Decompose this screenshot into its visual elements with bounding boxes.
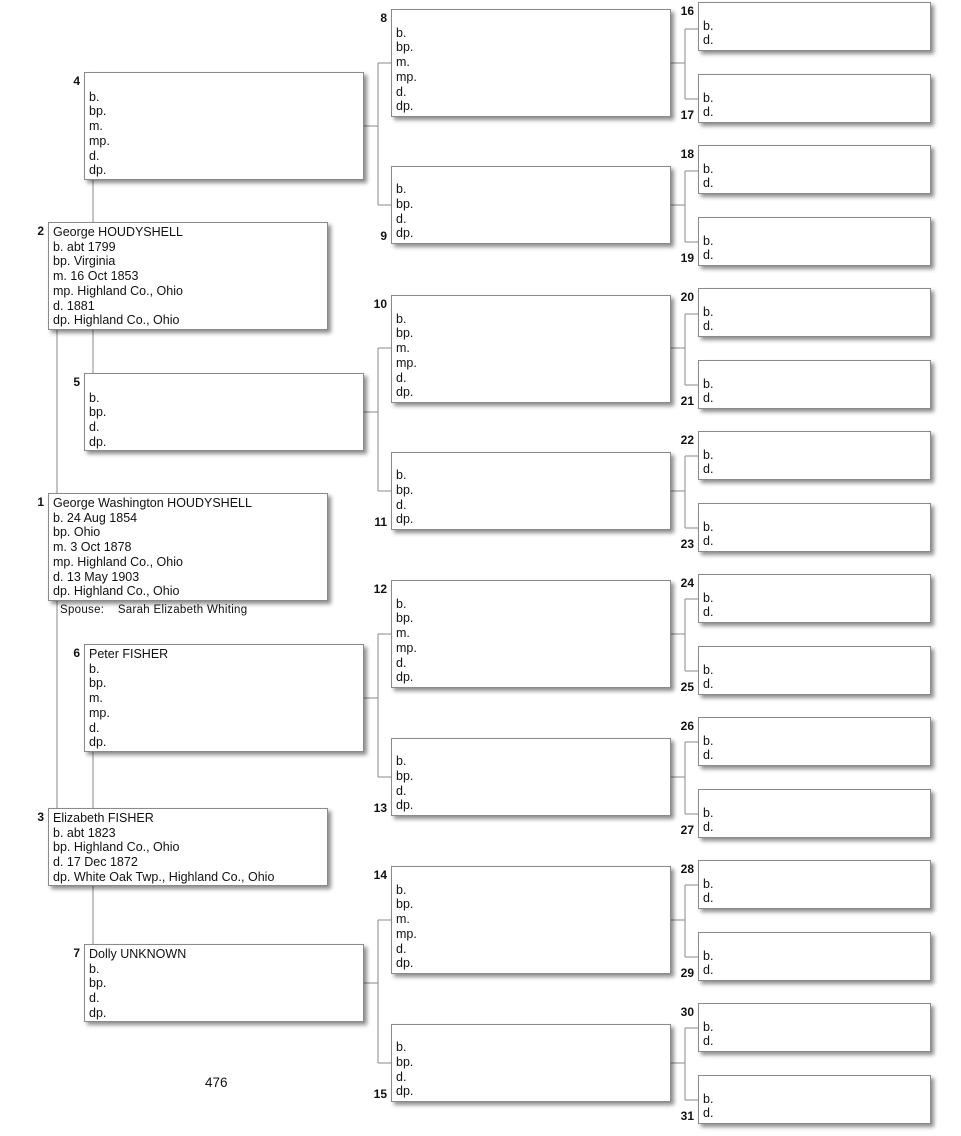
person-field: d. [703, 33, 714, 48]
person-number: 13 [373, 801, 387, 815]
person-number: 29 [680, 966, 694, 980]
person-field: b. [703, 304, 714, 319]
person-field: b. [703, 1091, 714, 1106]
person-number: 21 [680, 394, 694, 408]
person-field: bp. [396, 196, 414, 211]
spouse-label: Spouse: [60, 604, 105, 616]
person-field: d. [396, 655, 407, 670]
person-field: b. abt 1799 [53, 239, 116, 254]
person-field: b. [89, 661, 100, 676]
person-box-4 [84, 72, 364, 180]
person-box-13 [391, 738, 671, 816]
person-field: d. [396, 84, 407, 99]
person-box-1 [48, 493, 328, 601]
person-field: dp. [396, 670, 414, 685]
person-field: b. [703, 733, 714, 748]
person-field: dp. [89, 163, 107, 178]
person-number: 26 [680, 719, 694, 733]
person-field: bp. [396, 326, 414, 341]
person-number: 4 [73, 74, 80, 88]
person-field: d. [703, 248, 714, 263]
person-field: mp. [89, 133, 110, 148]
person-field: mp. [396, 926, 417, 941]
person-box-31 [698, 1075, 931, 1124]
person-number: 23 [680, 537, 694, 551]
person-field: dp. [89, 1005, 107, 1020]
person-number: 14 [373, 868, 387, 882]
person-field: d. [703, 820, 714, 835]
person-field: bp. [89, 976, 107, 991]
person-number: 11 [374, 515, 387, 529]
person-number: 31 [680, 1109, 694, 1123]
spouse-note [60, 603, 247, 617]
person-box-12 [391, 580, 671, 688]
person-field: b. [703, 447, 714, 462]
person-number: 15 [373, 1087, 387, 1101]
person-number: 3 [37, 810, 44, 824]
person-field: d. [89, 720, 100, 735]
person-field: b. 24 Aug 1854 [53, 510, 138, 525]
person-box-10 [391, 295, 671, 403]
person-box-18 [698, 145, 931, 194]
person-field: m. [396, 341, 410, 356]
person-box-29 [698, 932, 931, 981]
person-field: d. [396, 1069, 407, 1084]
person-field: m. [89, 691, 103, 706]
person-field: bp. Virginia [53, 254, 116, 269]
person-field: d. [89, 420, 100, 435]
person-field: b. [703, 18, 714, 33]
person-field: dp. [396, 226, 414, 241]
person-field: b. [396, 25, 407, 40]
person-field: b. [396, 1040, 407, 1055]
person-field: dp. [396, 956, 414, 971]
person-field: dp. [396, 1084, 414, 1099]
person-box-5 [84, 373, 364, 451]
person-field: dp. [396, 512, 414, 527]
person-number: 25 [680, 680, 694, 694]
person-field: George Washington HOUDYSHELL [53, 496, 252, 510]
person-field: mp. Highland Co., Ohio [53, 554, 183, 569]
person-box-19 [698, 217, 931, 266]
person-field: d. [703, 1106, 714, 1121]
person-field: dp. [396, 798, 414, 813]
person-number: 24 [680, 576, 694, 590]
person-field: dp. [89, 434, 107, 449]
person-box-8 [391, 9, 671, 117]
person-box-21 [698, 360, 931, 409]
person-field: bp. [396, 897, 414, 912]
person-field: b. [703, 876, 714, 891]
person-box-15 [391, 1024, 671, 1102]
person-field: b. [703, 90, 714, 105]
person-number: 6 [73, 646, 80, 660]
person-field: m. [396, 912, 410, 927]
person-field [89, 376, 359, 391]
person-box-14 [391, 866, 671, 974]
person-number: 17 [680, 108, 694, 122]
person-field: b. [396, 754, 407, 769]
person-field: d. [396, 941, 407, 956]
person-field: dp. [396, 99, 414, 114]
person-number: 19 [680, 251, 694, 265]
person-number: 28 [680, 862, 694, 876]
person-field: b. [396, 882, 407, 897]
person-number: 5 [73, 375, 80, 389]
person-field: b. [703, 948, 714, 963]
person-field: b. [89, 89, 100, 104]
person-field: d. [703, 748, 714, 763]
person-field: d. [703, 534, 714, 549]
person-field: b. [396, 311, 407, 326]
person-number: 27 [680, 823, 694, 837]
person-field: b. abt 1823 [53, 825, 116, 840]
person-field: b. [703, 1019, 714, 1034]
person-field: bp. [89, 104, 107, 119]
person-number: 7 [73, 946, 80, 960]
person-field: d. [396, 783, 407, 798]
person-number: 16 [680, 4, 694, 18]
person-field: d. [703, 105, 714, 120]
person-box-25 [698, 646, 931, 695]
person-field: bp. [396, 482, 414, 497]
person-field: bp. Highland Co., Ohio [53, 840, 180, 855]
person-field: m. [396, 626, 410, 641]
person-field: bp. [396, 40, 414, 55]
person-field: bp. [396, 611, 414, 626]
person-field: b. [703, 519, 714, 534]
person-field: d. [703, 891, 714, 906]
person-field: m. 3 Oct 1878 [53, 540, 132, 555]
person-number: 18 [680, 147, 694, 161]
person-field: m. [396, 55, 410, 70]
person-field: d. [396, 370, 407, 385]
person-field: b. [89, 961, 100, 976]
person-field: d. 13 May 1903 [53, 569, 140, 584]
person-field: d. [703, 462, 714, 477]
person-field: m. 16 Oct 1853 [53, 269, 139, 284]
person-box-3 [48, 808, 328, 886]
person-number: 30 [680, 1005, 694, 1019]
person-field: b. [703, 590, 714, 605]
person-box-23 [698, 503, 931, 552]
person-number: 20 [680, 290, 694, 304]
person-field: d. [703, 963, 714, 978]
person-field: Peter FISHER [89, 647, 169, 661]
person-field: b. [703, 161, 714, 176]
person-field: bp. [396, 768, 414, 783]
person-field: b. [396, 468, 407, 483]
person-field: d. [703, 176, 714, 191]
person-field: mp. [396, 640, 417, 655]
person-box-6 [84, 644, 364, 752]
person-field: Elizabeth FISHER [53, 811, 154, 825]
person-box-24 [698, 574, 931, 623]
person-field: d. [703, 677, 714, 692]
person-field: d. 17 Dec 1872 [53, 855, 138, 870]
person-field: bp. [89, 405, 107, 420]
person-number: 1 [37, 495, 44, 509]
person-box-28 [698, 860, 931, 909]
person-box-17 [698, 74, 931, 123]
person-box-11 [391, 452, 671, 530]
person-field: d. [703, 319, 714, 334]
person-field: dp. White Oak Twp., Highland Co., Ohio [53, 869, 275, 884]
person-field: d. 1881 [53, 298, 95, 313]
person-field: b. [703, 662, 714, 677]
person-number: 10 [373, 297, 387, 311]
person-field: b. [703, 376, 714, 391]
person-field: dp. Highland Co., Ohio [53, 313, 180, 328]
person-box-26 [698, 717, 931, 766]
person-box-9 [391, 166, 671, 244]
person-field: dp. [89, 735, 107, 750]
person-box-7 [84, 944, 364, 1022]
person-box-27 [698, 789, 931, 838]
person-field: d. [703, 391, 714, 406]
person-field: d. [396, 497, 407, 512]
person-number: 8 [380, 11, 387, 25]
person-field: bp. Ohio [53, 525, 101, 540]
person-field: b. [396, 182, 407, 197]
person-field: mp. [396, 355, 417, 370]
person-field: mp. [89, 705, 110, 720]
person-field: d. [396, 211, 407, 226]
person-number: 2 [37, 224, 44, 238]
person-box-20 [698, 288, 931, 337]
person-field [89, 75, 359, 90]
page-number: 476 [205, 1075, 228, 1090]
person-field: b. [89, 390, 100, 405]
person-box-30 [698, 1003, 931, 1052]
person-box-22 [698, 431, 931, 480]
person-field: d. [89, 991, 100, 1006]
person-field: m. [89, 119, 103, 134]
person-field: d. [703, 1034, 714, 1049]
person-field: b. [703, 233, 714, 248]
person-field: bp. [89, 676, 107, 691]
person-field: bp. [396, 1054, 414, 1069]
person-field: d. [703, 605, 714, 620]
person-box-2 [48, 222, 328, 330]
person-field: Dolly UNKNOWN [89, 947, 187, 961]
person-field: b. [396, 596, 407, 611]
person-field: dp. [396, 385, 414, 400]
person-field: George HOUDYSHELL [53, 225, 183, 239]
spouse-name: Sarah Elizabeth Whiting [117, 604, 248, 616]
person-field: mp. [396, 69, 417, 84]
person-field: b. [703, 805, 714, 820]
person-field: d. [89, 148, 100, 163]
person-number: 9 [380, 229, 387, 243]
person-box-16 [698, 2, 931, 51]
person-number: 22 [680, 433, 694, 447]
person-field: mp. Highland Co., Ohio [53, 283, 183, 298]
person-field: dp. Highland Co., Ohio [53, 584, 180, 599]
person-number: 12 [373, 582, 387, 596]
